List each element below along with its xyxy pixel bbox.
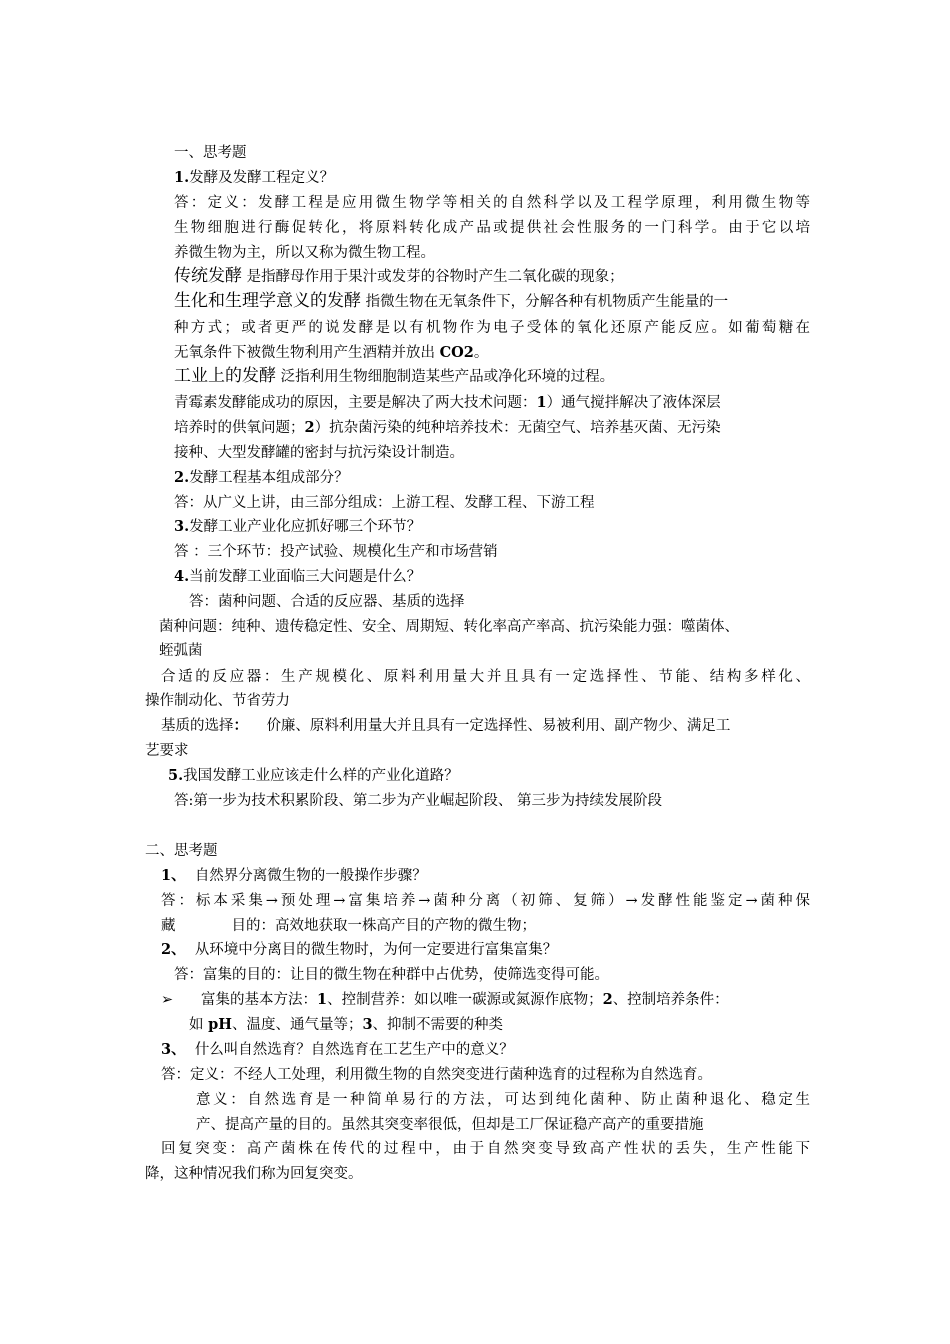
section1-heading: 一、思考题 [174,145,247,161]
s1-question-3: 3.发酵工业产业化应抓好哪三个环节？ [174,518,422,535]
substrate-line1: 基质的选择： 价廉、原料利用量大并且具有一定选择性、易被利用、副产物少、满足工 [161,717,731,734]
bio-fermentation-line3: 无氧条件下被微生物利用产生酒精并放出 CO2。 [174,344,489,361]
s2-question-2: 2、 从环境中分离目的微生物时，为何一定要进行富集富集？ [161,941,558,958]
s2-question-1: 1、 自然界分离微生物的一般操作步骤？ [161,867,427,884]
s1-answer-4: 答：菌种问题、合适的反应器、基质的选择 [189,594,465,610]
s1-answer-2: 答：从广义上讲，由三部分组成：上游工程、发酵工程、下游工程 [174,495,595,511]
s2-answer-1-line2: 藏 目的：高效地获取一株高产目的产物的微生物； [161,918,536,934]
term-traditional-fermentation: 传统发酵 [174,266,242,286]
bio-fermentation-line2: 种方式；或者更严的说发酵是以有机物作为电子受体的氧化还原产能反应。如葡萄糖在 [174,320,810,336]
term-bio-fermentation: 生化和生理学意义的发酵 [174,291,361,311]
term-industrial-fermentation: 工业上的发酵 [174,366,276,386]
s2-question-3: 3、 什么叫自然选育？自然选育在工艺生产中的意义？ [161,1041,514,1058]
s1-answer-1-line2: 生物细胞进行酶促转化，将原料转化成产品或提供社会性服务的一门科学。由于它以培 [174,220,810,236]
s1-answer-3: 答 ：三个环节：投产试验、规模化生产和市场营销 [174,544,498,560]
penicillin-line2: 培养时的供氧问题；2）抗杂菌污染的纯种培养技术：无菌空气、培养基灭菌、无污染 [174,419,721,436]
s2-answer-2: 答：富集的目的：让目的微生物在种群中占优势，使筛选变得可能。 [174,967,609,983]
reactor-line1: 合适的反应器：生产规模化、原料利用量大并且具有一定选择性、节能、结构多样化、 [161,669,810,685]
section2-heading: 二、思考题 [145,843,218,859]
s2-answer-3-line1: 答：定义：不经人工处理，利用微生物的自然突变进行菌种选育的过程称为自然选育。 [161,1067,712,1083]
s2-answer-3-line2: 意义：自然选育是一种简单易行的方法，可达到纯化菌种、防止菌种退化、稳定生 [196,1092,810,1108]
s1-question-5: 5.我国发酵工业应该走什么样的产业化道路？ [168,767,459,784]
s1-question-4: 4.当前发酵工业面临三大问题是什么？ [174,568,422,585]
s1-question-1: 1.发酵及发酵工程定义？ [174,169,335,186]
s1-answer-1-line1: 答：定义：发酵工程是应用微生物学等相关的自然科学以及工程学原理，利用微生物等 [174,195,810,211]
s2-answer-3-line3: 产、提高产量的目的。虽然其突变率很低，但却是工厂保证稳产高产的重要措施 [196,1117,704,1133]
enrichment-bullet-line2: 如 pH、温度、通气量等；3、抑制不需要的种类 [189,1016,504,1033]
reversion-line1: 回复突变：高产菌株在传代的过程中，由于自然突变导致高产性状的丢失，生产性能下 [161,1141,810,1157]
s1-question-2: 2.发酵工程基本组成部分？ [174,469,349,486]
strain-problem-line1: 菌种问题：纯种、遗传稳定性、安全、周期短、转化率高产率高、抗污染能力强：噬菌体、 [159,619,739,635]
s1-answer-5: 答:第一步为技术积累阶段、第二步为产业崛起阶段、 第三步为持续发展阶段 [174,793,662,809]
industrial-fermentation-line: 工业上的发酵 泛指利用生物细胞制造某些产品或净化环境的过程。 [174,366,615,386]
bio-fermentation-line: 生化和生理学意义的发酵 指微生物在无氧条件下，分解各种有机物质产生能量的一 [174,291,729,311]
s1-answer-1-line3: 养微生物为主，所以又称为微生物工程。 [174,245,435,261]
arrow-bullet-icon: ➢ [161,992,174,1008]
strain-problem-line2: 蛭弧菌 [159,643,203,659]
reversion-line2: 降，这种情况我们称为回复突变。 [145,1166,363,1182]
reactor-line2: 操作制动化、节省劳力 [145,693,290,709]
s2-answer-1-line1: 答：标本采集→预处理→富集培养→菌种分离（初筛、复筛）→发酵性能鉴定→菌种保 [161,893,810,909]
traditional-fermentation-line: 传统发酵 是指酵母作用于果汁或发芽的谷物时产生二氧化碳的现象； [174,266,624,286]
enrichment-bullet-line1: ➢ 富集的基本方法：1、控制营养：如以唯一碳源或氮源作底物；2、控制培养条件： [161,991,729,1008]
substrate-line2: 艺要求 [145,743,189,759]
penicillin-line3: 接种、大型发酵罐的密封与抗污染设计制造。 [174,445,464,461]
penicillin-line1: 青霉素发酵能成功的原因，主要是解决了两大技术问题：1）通气搅拌解决了液体深层 [174,394,721,411]
